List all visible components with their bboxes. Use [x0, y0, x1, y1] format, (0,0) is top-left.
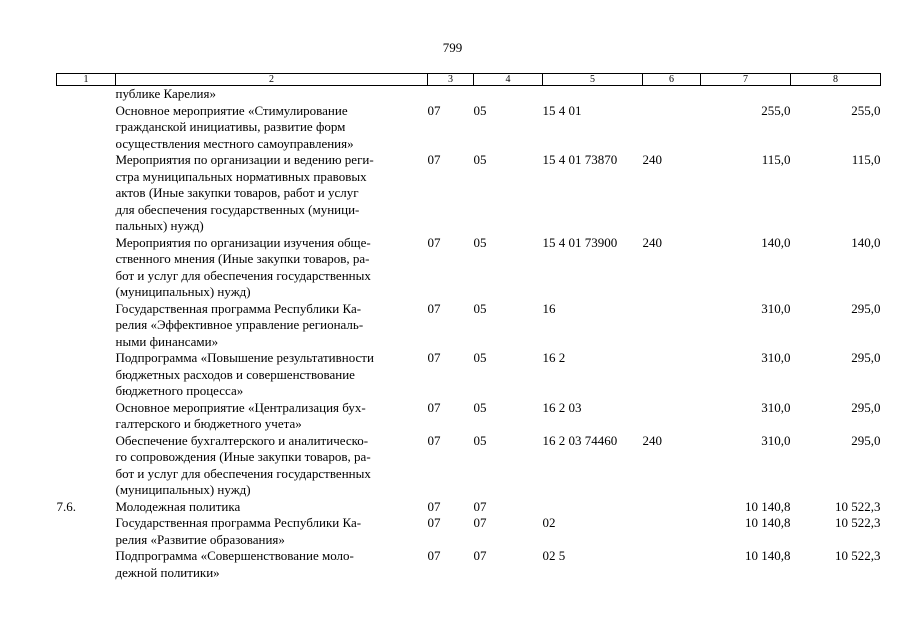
section-code — [428, 86, 474, 103]
amount-year-2: 10 522,3 — [835, 548, 881, 563]
table-row — [57, 235, 881, 301]
row-description: Основное мероприятие «Централизация бух- галтерского и бюджетного учета» — [115, 399, 366, 431]
column-number-header — [57, 74, 881, 86]
subsection-code: 05 — [473, 432, 487, 448]
section-code: 07 — [427, 399, 441, 415]
row-number — [57, 301, 116, 351]
section-code: 07 — [427, 152, 441, 167]
budget-table — [56, 73, 881, 581]
subsection-code — [474, 86, 543, 103]
target-item-code: 02 5 — [542, 548, 566, 563]
expense-type-code — [643, 548, 701, 581]
row-description: публике Карелия» — [115, 86, 216, 101]
amount-year-2: 295,0 — [851, 350, 881, 365]
row-description: Подпрограмма «Совершенствование моло- дежной политики» — [115, 548, 354, 580]
column-header: 3 — [428, 74, 474, 86]
amount-year-1: 140,0 — [761, 234, 791, 250]
expense-type-code — [643, 499, 701, 516]
subsection-code: 05 — [473, 152, 487, 167]
expense-type-code: 240 — [642, 234, 662, 250]
target-item-code: 15 4 01 — [542, 102, 582, 118]
amount-year-2: 295,0 — [851, 399, 881, 415]
amount-year-1: 10 140,8 — [745, 515, 791, 530]
column-header: 4 — [474, 74, 543, 86]
section-code: 07 — [427, 548, 441, 563]
amount-year-1: 310,0 — [761, 300, 791, 316]
amount-year-1: 255,0 — [761, 102, 791, 118]
expense-type-code — [643, 400, 701, 433]
target-item-code: 16 2 — [542, 350, 566, 365]
section-code: 07 — [427, 515, 441, 530]
amount-year-1: 310,0 — [761, 432, 791, 448]
expense-type-code — [643, 103, 701, 153]
amount-year-1: 10 140,8 — [745, 548, 791, 563]
amount-year-2 — [791, 86, 881, 103]
column-header: 2 — [116, 74, 428, 86]
amount-year-2: 10 522,3 — [835, 515, 881, 530]
column-header: 8 — [791, 74, 881, 86]
expense-type-code: 240 — [642, 432, 662, 448]
target-item-code: 16 — [542, 300, 556, 316]
subsection-code: 05 — [473, 300, 487, 316]
row-description: Молодежная политика — [115, 498, 241, 514]
table-row — [57, 515, 881, 548]
target-item-code: 15 4 01 73900 — [542, 234, 618, 250]
table-row — [57, 400, 881, 433]
subsection-code: 07 — [473, 548, 487, 563]
amount-year-1 — [701, 86, 791, 103]
subsection-code: 05 — [473, 234, 487, 250]
amount-year-2: 140,0 — [851, 234, 881, 250]
subsection-code: 05 — [473, 399, 487, 415]
subsection-code: 05 — [473, 102, 487, 118]
subsection-code: 05 — [473, 350, 487, 365]
subsection-code: 07 — [473, 515, 487, 530]
table-row — [57, 499, 881, 516]
page-number: 799 — [442, 40, 463, 55]
amount-year-1: 10 140,8 — [745, 498, 791, 514]
amount-year-2: 295,0 — [851, 300, 881, 316]
row-number — [57, 400, 116, 433]
section-code: 07 — [427, 350, 441, 365]
row-number: 7.6. — [56, 498, 76, 514]
target-item-code: 02 — [542, 515, 556, 530]
row-number — [57, 433, 116, 499]
target-item-code — [543, 499, 643, 516]
subsection-code: 07 — [473, 498, 487, 514]
section-code: 07 — [427, 234, 441, 250]
section-code: 07 — [427, 432, 441, 448]
row-number — [57, 515, 116, 548]
row-number — [57, 103, 116, 153]
row-description: Мероприятия по организации и ведению реги- стра муниципальных нормативных правовых актов (Иные закупки товаров, работ и услуг для обеспечения государственных (муници- пальных) нужд) — [115, 152, 374, 233]
column-header: 1 — [57, 74, 116, 86]
table-row — [57, 301, 881, 351]
target-item-code: 15 4 01 73870 — [542, 152, 618, 167]
row-number — [57, 235, 116, 301]
table-row — [57, 350, 881, 400]
table-row — [57, 103, 881, 153]
expense-type-code: 240 — [642, 152, 662, 167]
section-code: 07 — [427, 102, 441, 118]
row-description: Подпрограмма «Повышение результативности бюджетных расходов и совершенствование бюджетного процесса» — [115, 350, 374, 398]
table-row — [57, 433, 881, 499]
amount-year-2: 10 522,3 — [835, 498, 881, 514]
table-row — [57, 152, 881, 235]
target-item-code — [543, 86, 643, 103]
column-header: 7 — [701, 74, 791, 86]
amount-year-1: 310,0 — [761, 399, 791, 415]
expense-type-code — [643, 86, 701, 103]
row-description: Основное мероприятие «Стимулирование гражданской инициативы, развитие форм осуществления местного самоуправления» — [115, 102, 354, 151]
section-code: 07 — [427, 300, 441, 316]
row-number — [57, 152, 116, 235]
table-row — [57, 548, 881, 581]
amount-year-1: 310,0 — [761, 350, 791, 365]
table-row — [57, 86, 881, 103]
row-description: Государственная программа Республики Ка- релия «Эффективное управление региональ- ными финансами» — [115, 300, 364, 349]
amount-year-2: 295,0 — [851, 432, 881, 448]
amount-year-2: 255,0 — [851, 102, 881, 118]
row-number — [57, 350, 116, 400]
row-number — [57, 548, 116, 581]
row-number — [57, 86, 116, 103]
expense-type-code — [643, 515, 701, 548]
column-header: 6 — [643, 74, 701, 86]
expense-type-code — [643, 350, 701, 400]
row-description: Обеспечение бухгалтерского и аналитическо- го сопровождения (Иные закупки товаров, ра- бот и услуг для обеспечения государственных (муниципальных) нужд) — [115, 432, 371, 497]
column-header: 5 — [543, 74, 643, 86]
section-code: 07 — [427, 498, 441, 514]
row-description: Мероприятия по организации изучения обще- ственного мнения (Иные закупки товаров, ра- бот и услуг для обеспечения государственных (муниципальных) нужд) — [115, 234, 371, 299]
expense-type-code — [643, 301, 701, 351]
target-item-code: 16 2 03 — [542, 399, 582, 415]
target-item-code: 16 2 03 74460 — [542, 432, 618, 448]
amount-year-1: 115,0 — [761, 152, 791, 167]
amount-year-2: 115,0 — [851, 152, 881, 167]
row-description: Государственная программа Республики Ка- релия «Развитие образования» — [115, 515, 362, 547]
